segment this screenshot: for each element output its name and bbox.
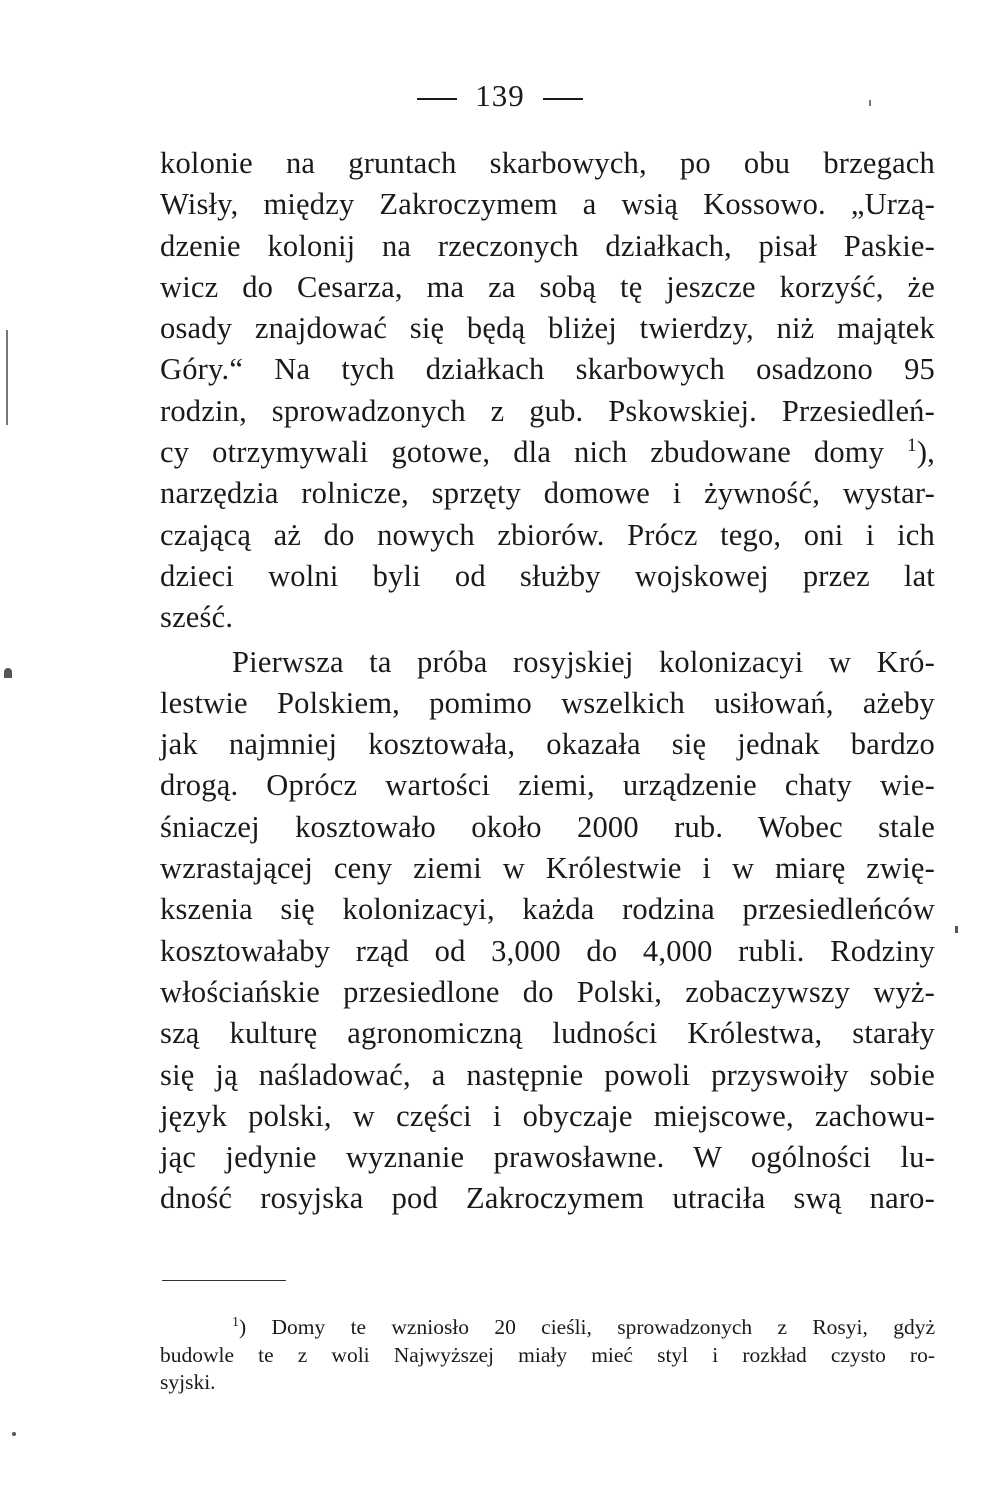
- text-line: szą kulturę agronomiczną ludności Królestwa, starały: [160, 1016, 935, 1051]
- scan-artifact-mark: [6, 330, 8, 425]
- scan-artifact-mark: [12, 1432, 16, 1436]
- text-line-part: cy otrzymywali gotowe, dla nich zbudowane domy: [160, 435, 885, 470]
- text-line-with-footnote-ref: [160, 432, 935, 473]
- text-line: osady znajdować się będą bliżej twierdzy, niż majątek: [160, 311, 935, 346]
- text-line: narzędzia rolnicze, sprzęty domowe i żywność, wystar-: [160, 476, 935, 511]
- scan-artifact-mark: [869, 100, 871, 106]
- footnote-line: [160, 1314, 935, 1342]
- text-line: Wisły, między Zakroczymem a wsią Kossowo. „Urzą-: [160, 187, 935, 222]
- footnote-marker: 1: [232, 1314, 239, 1330]
- text-line: drogą. Oprócz wartości ziemi, urządzenie chaty wie-: [160, 768, 935, 803]
- text-line: wicz do Cesarza, ma za sobą tę jeszcze korzyść, że: [160, 269, 935, 304]
- text-line: jąc jedynie wyznanie prawosławne. W ogólności lu-: [160, 1140, 935, 1175]
- footnote-reference: 1: [907, 434, 917, 456]
- page-number: 139: [475, 78, 525, 113]
- footnote-separator: [162, 1280, 286, 1281]
- text-line: lestwie Polskiem, pomimo wszelkich usiłowań, ażeby: [160, 685, 935, 720]
- main-text: [160, 143, 935, 1220]
- text-line: dność rosyjska pod Zakroczymem utraciła swą naro-: [160, 1181, 935, 1216]
- text-line: Góry.“ Na tych działkach skarbowych osadzono 95: [160, 352, 935, 387]
- text-line: rodzin, sprowadzonych z gub. Pskowskiej. Przesiedleń-: [160, 393, 935, 428]
- text-line: śniaczej kosztowało około 2000 rub. Wobec stale: [160, 809, 935, 844]
- footnote-marker-suffix: ): [239, 1315, 247, 1339]
- scan-artifact-mark: [955, 926, 958, 933]
- text-line: czającą aż do nowych zbiorów. Prócz tego, oni i ich: [160, 517, 935, 552]
- text-line: wzrastającej ceny ziemi w Królestwie i w miarę zwię-: [160, 851, 935, 886]
- header-dash-right: [543, 98, 583, 100]
- page-header: [0, 78, 1000, 114]
- text-line: jak najmniej kosztowała, okazała się jednak bardzo: [160, 727, 935, 762]
- text-line: sześć.: [160, 600, 234, 635]
- footnote-reference-suffix: ),: [916, 435, 936, 470]
- paragraph-start-line: Pierwsza ta próba rosyjskiej kolonizacyi w Kró-: [232, 644, 935, 679]
- footnote-line-text: Domy te wzniosło 20 cieśli, sprowadzonych z Rosyi, gdyż: [271, 1315, 935, 1339]
- footnote-line: syjski.: [160, 1370, 216, 1394]
- footnote: [160, 1314, 935, 1397]
- text-line: dzieci wolni byli od służby wojskowej przez lat: [160, 558, 935, 593]
- footnote-line: budowle te z woli Najwyższej miały mieć styl i rozkład czysto ro-: [160, 1342, 935, 1367]
- text-line: się ją naśladować, a następnie powoli przyswoiły sobie: [160, 1057, 935, 1092]
- scan-artifact-mark: [4, 668, 12, 678]
- text-line: kolonie na gruntach skarbowych, po obu brzegach: [160, 146, 935, 180]
- text-line: włościańskie przesiedlone do Polski, zobaczywszy wyż-: [160, 974, 935, 1009]
- text-line: język polski, w części i obyczaje miejscowe, zachowu-: [160, 1098, 935, 1133]
- header-dash-left: [417, 98, 457, 100]
- text-line: kszenia się kolonizacyi, każda rodzina przesiedleńców: [160, 892, 935, 927]
- text-line: dzenie kolonij na rzeczonych działkach, pisał Paskie-: [160, 228, 935, 263]
- text-line: kosztowałaby rząd od 3,000 do 4,000 rubli. Rodziny: [160, 933, 935, 968]
